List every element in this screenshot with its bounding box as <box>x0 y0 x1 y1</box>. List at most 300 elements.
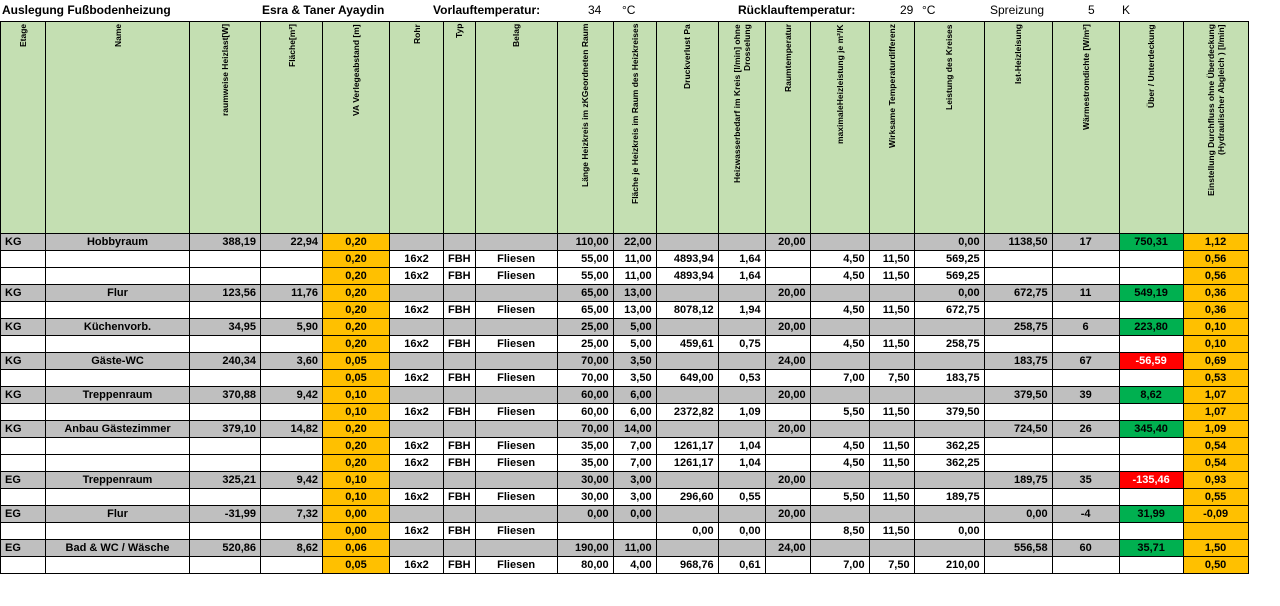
table-cell[interactable] <box>984 370 1052 387</box>
table-cell[interactable]: 25,00 <box>557 319 613 336</box>
table-cell[interactable] <box>718 506 765 523</box>
table-cell[interactable]: 11,50 <box>869 438 914 455</box>
table-cell[interactable] <box>261 489 323 506</box>
table-cell[interactable] <box>557 523 613 540</box>
table-cell[interactable] <box>1052 336 1119 353</box>
table-cell[interactable] <box>1052 489 1119 506</box>
table-cell[interactable] <box>914 353 984 370</box>
table-cell[interactable] <box>810 506 869 523</box>
table-cell[interactable]: Fliesen <box>475 523 557 540</box>
table-cell[interactable]: 750,31 <box>1119 234 1183 251</box>
table-cell[interactable]: -4 <box>1052 506 1119 523</box>
table-cell[interactable] <box>656 387 718 404</box>
table-cell[interactable] <box>765 302 810 319</box>
table-cell[interactable] <box>190 302 261 319</box>
table-cell[interactable]: 0,55 <box>718 489 765 506</box>
table-cell[interactable] <box>869 506 914 523</box>
table-cell[interactable] <box>390 353 444 370</box>
table-cell[interactable] <box>984 302 1052 319</box>
table-cell[interactable]: 11,50 <box>869 302 914 319</box>
table-cell[interactable]: 4,50 <box>810 438 869 455</box>
table-cell[interactable] <box>261 523 323 540</box>
column-header[interactable] <box>46 22 190 234</box>
table-cell[interactable]: 22,00 <box>613 234 656 251</box>
table-cell[interactable]: 70,00 <box>557 370 613 387</box>
table-cell[interactable]: 0,20 <box>323 455 390 472</box>
table-cell[interactable]: 14,82 <box>261 421 323 438</box>
table-cell[interactable] <box>444 506 476 523</box>
table-cell[interactable]: 4,50 <box>810 251 869 268</box>
column-header[interactable] <box>869 22 914 234</box>
table-cell[interactable]: 1261,17 <box>656 438 718 455</box>
table-cell[interactable] <box>984 268 1052 285</box>
table-cell[interactable]: 7,00 <box>810 370 869 387</box>
table-cell[interactable]: EG <box>1 506 46 523</box>
table-cell[interactable] <box>46 251 190 268</box>
table-cell[interactable]: Fliesen <box>475 302 557 319</box>
table-cell[interactable]: 20,00 <box>765 421 810 438</box>
table-cell[interactable]: 1,94 <box>718 302 765 319</box>
table-cell[interactable]: 8,50 <box>810 523 869 540</box>
table-cell[interactable]: FBH <box>444 336 476 353</box>
column-header[interactable] <box>261 22 323 234</box>
table-cell[interactable]: FBH <box>444 489 476 506</box>
table-cell[interactable]: 0,00 <box>656 523 718 540</box>
table-cell[interactable] <box>914 506 984 523</box>
table-cell[interactable] <box>1052 370 1119 387</box>
table-cell[interactable]: 649,00 <box>656 370 718 387</box>
table-cell[interactable] <box>718 234 765 251</box>
table-cell[interactable]: 0,56 <box>1183 268 1248 285</box>
table-cell[interactable]: 4,50 <box>810 268 869 285</box>
table-cell[interactable] <box>810 387 869 404</box>
table-cell[interactable]: 7,50 <box>869 370 914 387</box>
table-cell[interactable]: 0,10 <box>323 404 390 421</box>
table-cell[interactable]: 16x2 <box>390 302 444 319</box>
table-cell[interactable]: Treppenraum <box>46 387 190 404</box>
table-cell[interactable] <box>984 438 1052 455</box>
table-cell[interactable]: 26 <box>1052 421 1119 438</box>
table-cell[interactable]: 189,75 <box>914 489 984 506</box>
table-cell[interactable]: 0,20 <box>323 251 390 268</box>
table-cell[interactable]: 7,32 <box>261 506 323 523</box>
table-cell[interactable]: FBH <box>444 438 476 455</box>
table-cell[interactable] <box>984 557 1052 574</box>
table-cell[interactable] <box>765 251 810 268</box>
table-cell[interactable] <box>475 472 557 489</box>
table-cell[interactable]: -135,46 <box>1119 472 1183 489</box>
table-cell[interactable]: 0,55 <box>1183 489 1248 506</box>
table-cell[interactable]: 520,86 <box>190 540 261 557</box>
table-cell[interactable]: 11,00 <box>613 268 656 285</box>
table-cell[interactable]: 0,75 <box>718 336 765 353</box>
table-cell[interactable]: 672,75 <box>914 302 984 319</box>
table-cell[interactable]: 724,50 <box>984 421 1052 438</box>
table-cell[interactable]: 7,00 <box>810 557 869 574</box>
table-cell[interactable] <box>810 353 869 370</box>
table-cell[interactable] <box>1052 557 1119 574</box>
table-cell[interactable] <box>1052 302 1119 319</box>
table-cell[interactable]: 11,50 <box>869 455 914 472</box>
table-cell[interactable] <box>613 523 656 540</box>
table-cell[interactable] <box>1 455 46 472</box>
table-cell[interactable]: 459,61 <box>656 336 718 353</box>
table-cell[interactable] <box>190 438 261 455</box>
column-header[interactable] <box>914 22 984 234</box>
table-cell[interactable] <box>718 421 765 438</box>
table-cell[interactable] <box>46 489 190 506</box>
table-cell[interactable]: 183,75 <box>914 370 984 387</box>
table-cell[interactable]: 13,00 <box>613 285 656 302</box>
table-cell[interactable] <box>914 472 984 489</box>
table-cell[interactable]: 0,53 <box>718 370 765 387</box>
table-cell[interactable]: 11,50 <box>869 489 914 506</box>
table-cell[interactable]: 0,20 <box>323 302 390 319</box>
table-cell[interactable] <box>261 336 323 353</box>
table-cell[interactable] <box>1052 404 1119 421</box>
table-cell[interactable]: 0,54 <box>1183 455 1248 472</box>
table-cell[interactable] <box>1 302 46 319</box>
table-cell[interactable]: 569,25 <box>914 251 984 268</box>
table-cell[interactable] <box>1 251 46 268</box>
table-cell[interactable]: Küchenvorb. <box>46 319 190 336</box>
table-cell[interactable] <box>1 489 46 506</box>
table-cell[interactable] <box>475 285 557 302</box>
table-cell[interactable]: 35,00 <box>557 438 613 455</box>
table-cell[interactable]: 24,00 <box>765 353 810 370</box>
table-cell[interactable]: 345,40 <box>1119 421 1183 438</box>
table-cell[interactable]: 24,00 <box>765 540 810 557</box>
table-cell[interactable]: Fliesen <box>475 336 557 353</box>
table-cell[interactable] <box>1119 302 1183 319</box>
table-cell[interactable]: 16x2 <box>390 523 444 540</box>
table-cell[interactable] <box>718 319 765 336</box>
table-cell[interactable]: 1,09 <box>718 404 765 421</box>
table-cell[interactable]: 379,10 <box>190 421 261 438</box>
table-cell[interactable]: 223,80 <box>1119 319 1183 336</box>
table-cell[interactable] <box>1183 523 1248 540</box>
table-cell[interactable] <box>444 472 476 489</box>
table-cell[interactable] <box>475 506 557 523</box>
table-cell[interactable] <box>390 506 444 523</box>
table-cell[interactable]: 39 <box>1052 387 1119 404</box>
table-cell[interactable]: FBH <box>444 302 476 319</box>
table-cell[interactable]: 0,00 <box>914 234 984 251</box>
table-cell[interactable]: 4893,94 <box>656 268 718 285</box>
table-cell[interactable] <box>1 438 46 455</box>
table-cell[interactable]: KG <box>1 234 46 251</box>
table-cell[interactable]: 0,36 <box>1183 302 1248 319</box>
table-cell[interactable] <box>718 285 765 302</box>
table-cell[interactable] <box>261 455 323 472</box>
table-cell[interactable] <box>190 557 261 574</box>
table-cell[interactable] <box>765 268 810 285</box>
table-cell[interactable]: 189,75 <box>984 472 1052 489</box>
table-cell[interactable]: 2372,82 <box>656 404 718 421</box>
table-cell[interactable]: 5,00 <box>613 336 656 353</box>
table-cell[interactable]: 4,50 <box>810 336 869 353</box>
table-cell[interactable]: EG <box>1 540 46 557</box>
table-cell[interactable] <box>1 336 46 353</box>
table-cell[interactable]: 0,00 <box>323 506 390 523</box>
table-cell[interactable] <box>46 523 190 540</box>
table-cell[interactable]: 362,25 <box>914 455 984 472</box>
table-cell[interactable]: 30,00 <box>557 489 613 506</box>
table-cell[interactable]: 1,07 <box>1183 404 1248 421</box>
table-cell[interactable] <box>810 319 869 336</box>
table-cell[interactable]: 60,00 <box>557 404 613 421</box>
table-cell[interactable]: 110,00 <box>557 234 613 251</box>
table-cell[interactable]: 3,60 <box>261 353 323 370</box>
column-header[interactable] <box>444 22 476 234</box>
table-cell[interactable]: 968,76 <box>656 557 718 574</box>
column-header[interactable] <box>613 22 656 234</box>
table-cell[interactable]: 0,69 <box>1183 353 1248 370</box>
table-cell[interactable] <box>765 438 810 455</box>
table-cell[interactable] <box>46 438 190 455</box>
table-cell[interactable]: 35,71 <box>1119 540 1183 557</box>
table-cell[interactable] <box>765 336 810 353</box>
table-cell[interactable] <box>390 421 444 438</box>
table-cell[interactable]: Fliesen <box>475 557 557 574</box>
table-cell[interactable]: 0,00 <box>718 523 765 540</box>
table-cell[interactable] <box>46 370 190 387</box>
table-cell[interactable] <box>261 557 323 574</box>
table-cell[interactable]: -0,09 <box>1183 506 1248 523</box>
table-cell[interactable] <box>914 387 984 404</box>
column-header[interactable] <box>1183 22 1248 234</box>
table-cell[interactable]: 16x2 <box>390 455 444 472</box>
table-cell[interactable]: -31,99 <box>190 506 261 523</box>
table-cell[interactable]: 569,25 <box>914 268 984 285</box>
table-cell[interactable] <box>656 353 718 370</box>
table-cell[interactable]: 0,20 <box>323 234 390 251</box>
table-cell[interactable]: 0,05 <box>323 557 390 574</box>
table-cell[interactable] <box>1119 370 1183 387</box>
table-cell[interactable]: 362,25 <box>914 438 984 455</box>
table-cell[interactable] <box>475 353 557 370</box>
table-cell[interactable] <box>1119 251 1183 268</box>
table-cell[interactable]: 1,12 <box>1183 234 1248 251</box>
table-cell[interactable]: FBH <box>444 404 476 421</box>
table-cell[interactable] <box>656 319 718 336</box>
table-cell[interactable] <box>810 421 869 438</box>
table-cell[interactable] <box>444 421 476 438</box>
table-cell[interactable]: 55,00 <box>557 251 613 268</box>
table-cell[interactable] <box>810 285 869 302</box>
column-header[interactable] <box>984 22 1052 234</box>
table-cell[interactable]: 13,00 <box>613 302 656 319</box>
table-cell[interactable]: FBH <box>444 251 476 268</box>
table-cell[interactable]: 11,50 <box>869 404 914 421</box>
table-cell[interactable]: 20,00 <box>765 234 810 251</box>
table-cell[interactable] <box>984 336 1052 353</box>
table-cell[interactable]: 16x2 <box>390 557 444 574</box>
table-cell[interactable] <box>914 540 984 557</box>
table-cell[interactable] <box>1052 438 1119 455</box>
column-header[interactable] <box>718 22 765 234</box>
table-cell[interactable] <box>1119 404 1183 421</box>
column-header[interactable] <box>1 22 46 234</box>
table-cell[interactable]: FBH <box>444 557 476 574</box>
table-cell[interactable] <box>1052 523 1119 540</box>
table-cell[interactable] <box>869 387 914 404</box>
table-cell[interactable]: 20,00 <box>765 506 810 523</box>
table-cell[interactable]: 0,36 <box>1183 285 1248 302</box>
table-cell[interactable]: 6,00 <box>613 387 656 404</box>
column-header[interactable] <box>190 22 261 234</box>
table-cell[interactable]: 370,88 <box>190 387 261 404</box>
table-cell[interactable]: Fliesen <box>475 455 557 472</box>
table-cell[interactable]: 7,50 <box>869 557 914 574</box>
table-cell[interactable]: Bad & WC / Wäsche <box>46 540 190 557</box>
table-cell[interactable]: Anbau Gästezimmer <box>46 421 190 438</box>
table-cell[interactable]: 0,20 <box>323 268 390 285</box>
table-cell[interactable]: 1261,17 <box>656 455 718 472</box>
table-cell[interactable]: 258,75 <box>914 336 984 353</box>
table-cell[interactable]: 4,00 <box>613 557 656 574</box>
table-cell[interactable] <box>656 472 718 489</box>
table-cell[interactable] <box>1052 251 1119 268</box>
table-cell[interactable]: 1,04 <box>718 438 765 455</box>
table-cell[interactable]: 16x2 <box>390 438 444 455</box>
table-cell[interactable]: 11,50 <box>869 523 914 540</box>
table-cell[interactable]: 0,93 <box>1183 472 1248 489</box>
table-cell[interactable] <box>475 387 557 404</box>
table-cell[interactable] <box>475 234 557 251</box>
table-cell[interactable] <box>1 404 46 421</box>
flow-temp-value[interactable]: 34 <box>588 3 602 17</box>
table-cell[interactable] <box>765 370 810 387</box>
table-cell[interactable]: 556,58 <box>984 540 1052 557</box>
table-cell[interactable] <box>1119 489 1183 506</box>
table-cell[interactable] <box>869 353 914 370</box>
table-cell[interactable]: 11,50 <box>869 336 914 353</box>
table-cell[interactable]: 0,10 <box>323 472 390 489</box>
table-cell[interactable]: 123,56 <box>190 285 261 302</box>
table-cell[interactable] <box>475 540 557 557</box>
column-header[interactable] <box>810 22 869 234</box>
table-cell[interactable] <box>1 523 46 540</box>
table-cell[interactable]: 1,07 <box>1183 387 1248 404</box>
table-cell[interactable]: Flur <box>46 506 190 523</box>
table-cell[interactable] <box>1119 523 1183 540</box>
table-cell[interactable]: 9,42 <box>261 472 323 489</box>
table-cell[interactable] <box>46 268 190 285</box>
table-cell[interactable]: KG <box>1 285 46 302</box>
table-cell[interactable]: 8078,12 <box>656 302 718 319</box>
table-cell[interactable]: 325,21 <box>190 472 261 489</box>
table-cell[interactable] <box>765 489 810 506</box>
table-cell[interactable]: 379,50 <box>914 404 984 421</box>
table-cell[interactable]: 17 <box>1052 234 1119 251</box>
table-cell[interactable] <box>869 319 914 336</box>
table-cell[interactable]: 34,95 <box>190 319 261 336</box>
table-cell[interactable]: 0,61 <box>718 557 765 574</box>
table-cell[interactable] <box>475 319 557 336</box>
table-cell[interactable]: 30,00 <box>557 472 613 489</box>
table-cell[interactable]: 11,50 <box>869 251 914 268</box>
table-cell[interactable] <box>1052 455 1119 472</box>
table-cell[interactable]: 549,19 <box>1119 285 1183 302</box>
column-header[interactable] <box>1119 22 1183 234</box>
table-cell[interactable] <box>1119 438 1183 455</box>
table-cell[interactable]: 3,50 <box>613 353 656 370</box>
table-cell[interactable] <box>656 234 718 251</box>
table-cell[interactable] <box>914 421 984 438</box>
table-cell[interactable] <box>984 523 1052 540</box>
table-cell[interactable] <box>656 421 718 438</box>
table-cell[interactable] <box>444 387 476 404</box>
table-cell[interactable] <box>46 336 190 353</box>
table-cell[interactable]: 0,20 <box>323 285 390 302</box>
table-cell[interactable] <box>261 370 323 387</box>
table-cell[interactable]: 672,75 <box>984 285 1052 302</box>
table-cell[interactable]: 240,34 <box>190 353 261 370</box>
table-cell[interactable]: Hobbyraum <box>46 234 190 251</box>
table-cell[interactable]: 16x2 <box>390 404 444 421</box>
table-cell[interactable]: 70,00 <box>557 421 613 438</box>
table-cell[interactable]: 8,62 <box>1119 387 1183 404</box>
table-cell[interactable] <box>984 251 1052 268</box>
table-cell[interactable]: 16x2 <box>390 489 444 506</box>
return-temp-value[interactable]: 29 <box>900 3 914 17</box>
table-cell[interactable]: 16x2 <box>390 370 444 387</box>
table-cell[interactable]: Fliesen <box>475 251 557 268</box>
table-cell[interactable]: 16x2 <box>390 336 444 353</box>
table-cell[interactable]: 16x2 <box>390 251 444 268</box>
table-cell[interactable]: 8,62 <box>261 540 323 557</box>
table-cell[interactable]: 20,00 <box>765 472 810 489</box>
table-cell[interactable]: Fliesen <box>475 268 557 285</box>
table-cell[interactable] <box>390 387 444 404</box>
table-cell[interactable] <box>190 404 261 421</box>
table-cell[interactable] <box>718 540 765 557</box>
table-cell[interactable]: KG <box>1 421 46 438</box>
table-cell[interactable] <box>869 540 914 557</box>
table-cell[interactable] <box>1 268 46 285</box>
table-cell[interactable]: 4893,94 <box>656 251 718 268</box>
table-cell[interactable]: 16x2 <box>390 268 444 285</box>
table-cell[interactable]: 0,53 <box>1183 370 1248 387</box>
table-cell[interactable]: 0,10 <box>323 489 390 506</box>
table-cell[interactable]: 65,00 <box>557 302 613 319</box>
table-cell[interactable]: 7,00 <box>613 455 656 472</box>
table-cell[interactable] <box>810 540 869 557</box>
table-cell[interactable]: 183,75 <box>984 353 1052 370</box>
table-cell[interactable]: -56,59 <box>1119 353 1183 370</box>
table-cell[interactable]: 0,00 <box>557 506 613 523</box>
table-cell[interactable] <box>46 455 190 472</box>
table-cell[interactable]: KG <box>1 353 46 370</box>
column-header[interactable] <box>765 22 810 234</box>
table-cell[interactable]: 20,00 <box>765 319 810 336</box>
table-cell[interactable]: 1,64 <box>718 251 765 268</box>
table-cell[interactable]: 0,20 <box>323 336 390 353</box>
table-cell[interactable]: 3,50 <box>613 370 656 387</box>
table-cell[interactable]: 0,00 <box>914 523 984 540</box>
table-cell[interactable]: 0,05 <box>323 370 390 387</box>
table-cell[interactable] <box>190 336 261 353</box>
table-cell[interactable] <box>656 540 718 557</box>
table-cell[interactable] <box>190 268 261 285</box>
column-header[interactable] <box>390 22 444 234</box>
table-cell[interactable] <box>656 285 718 302</box>
table-cell[interactable] <box>765 557 810 574</box>
table-cell[interactable] <box>190 489 261 506</box>
table-cell[interactable] <box>656 506 718 523</box>
table-cell[interactable] <box>390 319 444 336</box>
